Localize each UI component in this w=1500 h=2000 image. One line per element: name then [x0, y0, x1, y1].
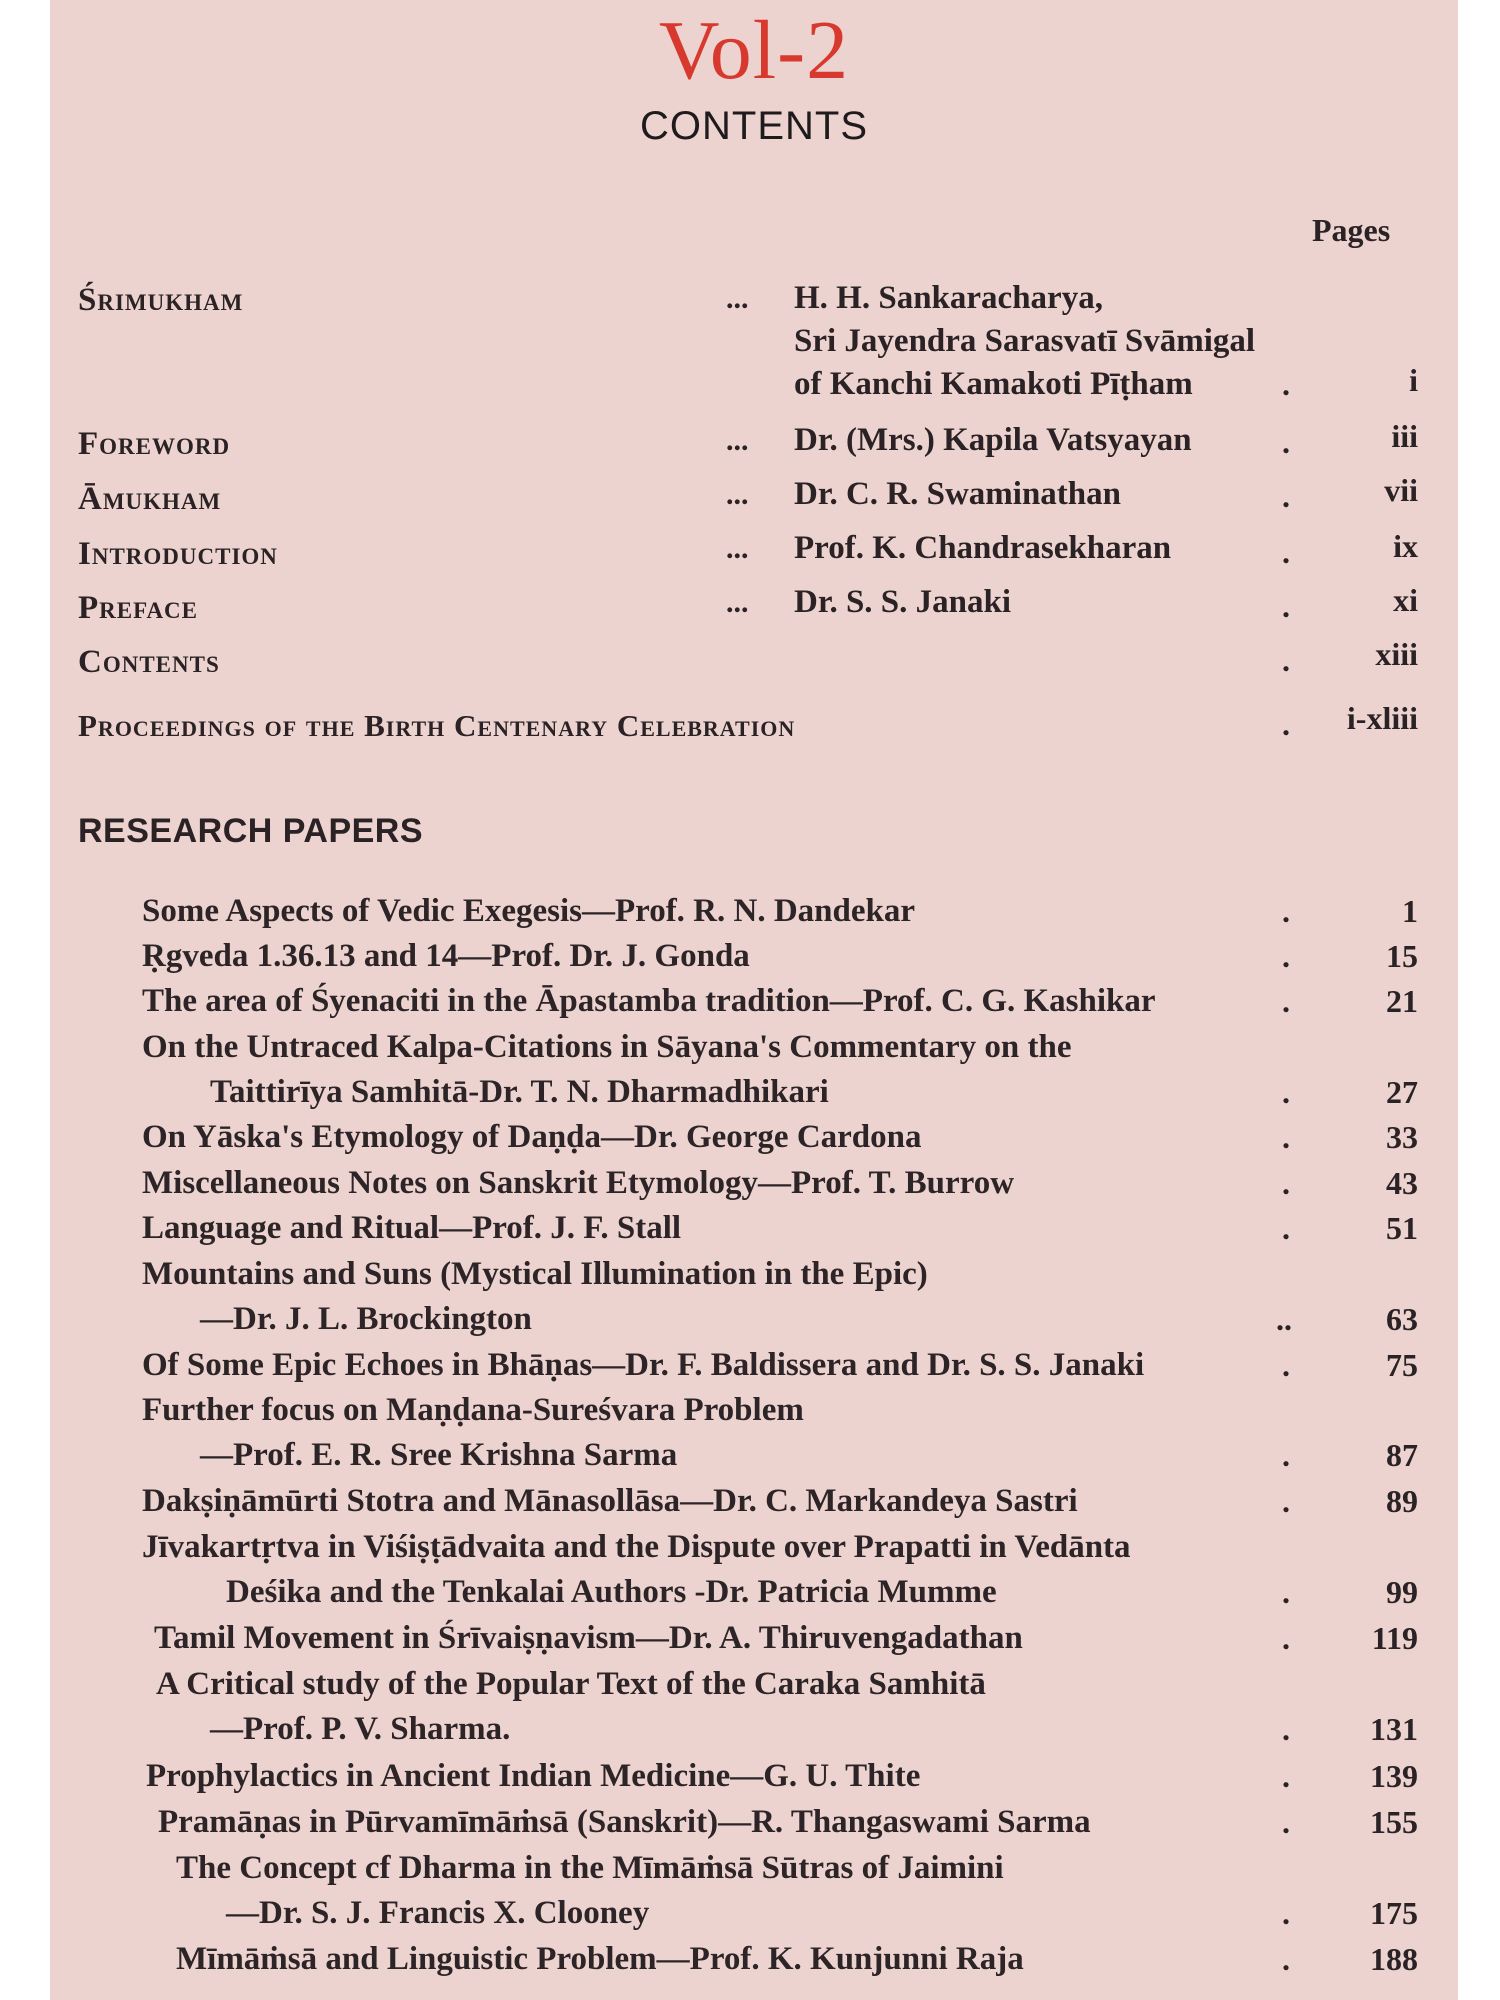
front-matter-author-line: Dr. (Mrs.) Kapila Vatsyayan [794, 422, 1192, 458]
paper-title-line: Ṛgveda 1.36.13 and 14—Prof. Dr. J. Gonda [142, 938, 750, 974]
leader-dot: . [1282, 1074, 1290, 1110]
page-number: 15 [1386, 938, 1418, 974]
paper-entry [50, 893, 1458, 937]
page-number: 87 [1386, 1437, 1418, 1473]
leader-dot: . [1282, 893, 1290, 929]
paper-title-line: On the Untraced Kalpa-Citations in Sāyana's Commentary on the [142, 1029, 1072, 1065]
leader-dot: . [1282, 534, 1290, 570]
leader-dot: . [1282, 1895, 1290, 1931]
paper-entry [50, 1666, 1458, 1756]
paper-title-line: —Prof. P. V. Sharma. [210, 1711, 511, 1747]
page-number: 21 [1386, 983, 1418, 1019]
leader-ellipsis: ... [726, 424, 749, 457]
leader-ellipsis: ... [726, 532, 749, 565]
volume-heading: Vol-2 [658, 4, 850, 97]
paper-entry [50, 1392, 1458, 1482]
leader-dot: . [1282, 1347, 1290, 1383]
leader-dot: . [1282, 1437, 1290, 1473]
leader-dot: . [1282, 1804, 1290, 1840]
leader-dot: . [1282, 706, 1290, 742]
page-number: i [1409, 362, 1418, 398]
leader-dot: . [1282, 1574, 1290, 1610]
leader-dot: . [1282, 1119, 1290, 1155]
paper-entry [50, 1029, 1458, 1119]
page-number: 188 [1370, 1941, 1418, 1977]
front-matter-title: Preface [78, 590, 199, 626]
page-number: 155 [1370, 1804, 1418, 1840]
paper-title-line: Miscellaneous Notes on Sanskrit Etymology—Prof. T. Burrow [142, 1165, 1015, 1201]
paper-title-line: Dakṣiṇāmūrti Stotra and Mānasollāsa—Dr. C. Markandeya Sastri [142, 1483, 1078, 1519]
paper-title-line: Pramāṇas in Pūrvamīmāṁsā (Sanskrit)—R. Thangaswami Sarma [158, 1804, 1091, 1840]
page-number: 139 [1370, 1758, 1418, 1794]
page-number: 33 [1386, 1119, 1418, 1155]
front-matter-author-line: Dr. S. S. Janaki [794, 584, 1012, 620]
page-number: 51 [1386, 1210, 1418, 1246]
page-number: i-xliii [1346, 700, 1418, 736]
pages-column-label: Pages [1312, 212, 1391, 248]
page-number: 89 [1386, 1483, 1418, 1519]
page-number: vii [1384, 472, 1418, 508]
paper-entry [50, 1850, 1458, 1940]
paper-entry [50, 983, 1458, 1027]
paper-title-line: —Prof. E. R. Sree Krishna Sarma [200, 1437, 678, 1473]
page-number: ix [1393, 528, 1418, 564]
leader-dot: . [1282, 1941, 1290, 1977]
front-matter-author-line: Sri Jayendra Sarasvatī Svāmigal [794, 323, 1256, 359]
page-number: 27 [1386, 1074, 1418, 1110]
leader-ellipsis: ... [726, 478, 749, 511]
front-matter-title: Contents [78, 644, 220, 680]
paper-title-line: Language and Ritual—Prof. J. F. Stall [142, 1210, 682, 1246]
paper-entry [50, 1529, 1458, 1619]
paper-entry [50, 1758, 1458, 1802]
paper-title-line: Some Aspects of Vedic Exegesis—Prof. R. N. Dandekar [142, 893, 916, 929]
front-matter-title: Foreword [78, 426, 231, 462]
leader-dot: . [1282, 478, 1290, 514]
paper-entry [50, 1804, 1458, 1848]
paper-entry [50, 1256, 1458, 1346]
leader-dot: . [1282, 983, 1290, 1019]
page-title: CONTENTS [640, 104, 868, 148]
page-number: 175 [1370, 1895, 1418, 1931]
leader-dot: . [1282, 642, 1290, 678]
front-matter-author-line: Prof. K. Chandrasekharan [794, 530, 1172, 566]
section-title: RESEARCH PAPERS [78, 812, 424, 850]
leader-dot: .. [1276, 1301, 1292, 1337]
paper-entry [50, 938, 1458, 982]
paper-title-line: Of Some Epic Echoes in Bhāṇas—Dr. F. Baldissera and Dr. S. S. Janaki [142, 1347, 1145, 1383]
paper-entry [50, 1483, 1458, 1527]
front-matter-author-line: Dr. C. R. Swaminathan [794, 476, 1122, 512]
leader-dot: . [1282, 938, 1290, 974]
leader-dot: . [1282, 1711, 1290, 1747]
paper-entry [50, 1347, 1458, 1391]
paper-entry [50, 1941, 1458, 1985]
leader-ellipsis: ... [726, 282, 749, 315]
paper-title-line: —Dr. J. L. Brockington [200, 1301, 532, 1337]
front-matter-title: Proceedings of the Birth Centenary Celebration [78, 708, 796, 743]
front-matter-author-line: of Kanchi Kamakoti Pīṭham [794, 366, 1193, 402]
page-number: iii [1391, 418, 1418, 454]
page-number: 43 [1386, 1165, 1418, 1201]
paper-title-line: Deśika and the Tenkalai Authors -Dr. Patricia Mumme [226, 1574, 997, 1610]
page-number: 63 [1386, 1301, 1418, 1337]
front-matter-title: Śrimukham [78, 282, 244, 318]
leader-dot: . [1282, 424, 1290, 460]
paper-entry [50, 1165, 1458, 1209]
paper-title-line: Mountains and Suns (Mystical Illumination in the Epic) [142, 1256, 928, 1292]
paper-entry [50, 1119, 1458, 1163]
leader-dot: . [1282, 1165, 1290, 1201]
leader-dot: . [1282, 1483, 1290, 1519]
paper-title-line: —Dr. S. J. Francis X. Clooney [226, 1895, 650, 1931]
page-number: 99 [1386, 1574, 1418, 1610]
leader-dot: . [1282, 1210, 1290, 1246]
front-matter-title: Introduction [78, 536, 278, 572]
paper-title-line: Mīmāṁsā and Linguistic Problem—Prof. K. Kunjunni Raja [176, 1941, 1024, 1977]
front-matter-title: Āmukham [78, 481, 222, 517]
page-number: 1 [1402, 893, 1418, 929]
paper-title-line: Further focus on Maṇḍana-Sureśvara Problem [142, 1392, 804, 1428]
contents-page [50, 0, 1458, 2000]
paper-title-line: Tamil Movement in Śrīvaiṣṇavism—Dr. A. Thiruvengadathan [154, 1620, 1023, 1656]
leader-dot: . [1282, 588, 1290, 624]
paper-title-line: Prophylactics in Ancient Indian Medicine—G. U. Thite [146, 1758, 921, 1794]
page-number: 75 [1386, 1347, 1418, 1383]
front-matter-author-line: H. H. Sankaracharya, [794, 280, 1103, 316]
leader-ellipsis: ... [726, 586, 749, 619]
page-number: 119 [1371, 1620, 1418, 1656]
page-number: xiii [1375, 636, 1418, 672]
leader-dot: . [1282, 1620, 1290, 1656]
leader-dot: . [1282, 1758, 1290, 1794]
paper-entry [50, 1620, 1458, 1664]
paper-title-line: The area of Śyenaciti in the Āpastamba tradition—Prof. C. G. Kashikar [142, 983, 1156, 1019]
leader-dot: . [1282, 366, 1290, 402]
paper-title-line: On Yāska's Etymology of Daṇḍa—Dr. George Cardona [142, 1119, 922, 1155]
page-number: 131 [1370, 1711, 1418, 1747]
paper-title-line: Jīvakartṛtva in Viśiṣṭādvaita and the Dispute over Prapatti in Vedānta [142, 1529, 1131, 1565]
paper-title-line: Taittirīya Samhitā-Dr. T. N. Dharmadhikari [210, 1074, 829, 1110]
paper-entry [50, 1210, 1458, 1254]
paper-title-line: A Critical study of the Popular Text of the Caraka Samhitā [156, 1666, 986, 1702]
paper-title-line: The Concept cf Dharma in the Mīmāṁsā Sūtras of Jaimini [176, 1850, 1004, 1886]
page-number: xi [1393, 582, 1418, 618]
